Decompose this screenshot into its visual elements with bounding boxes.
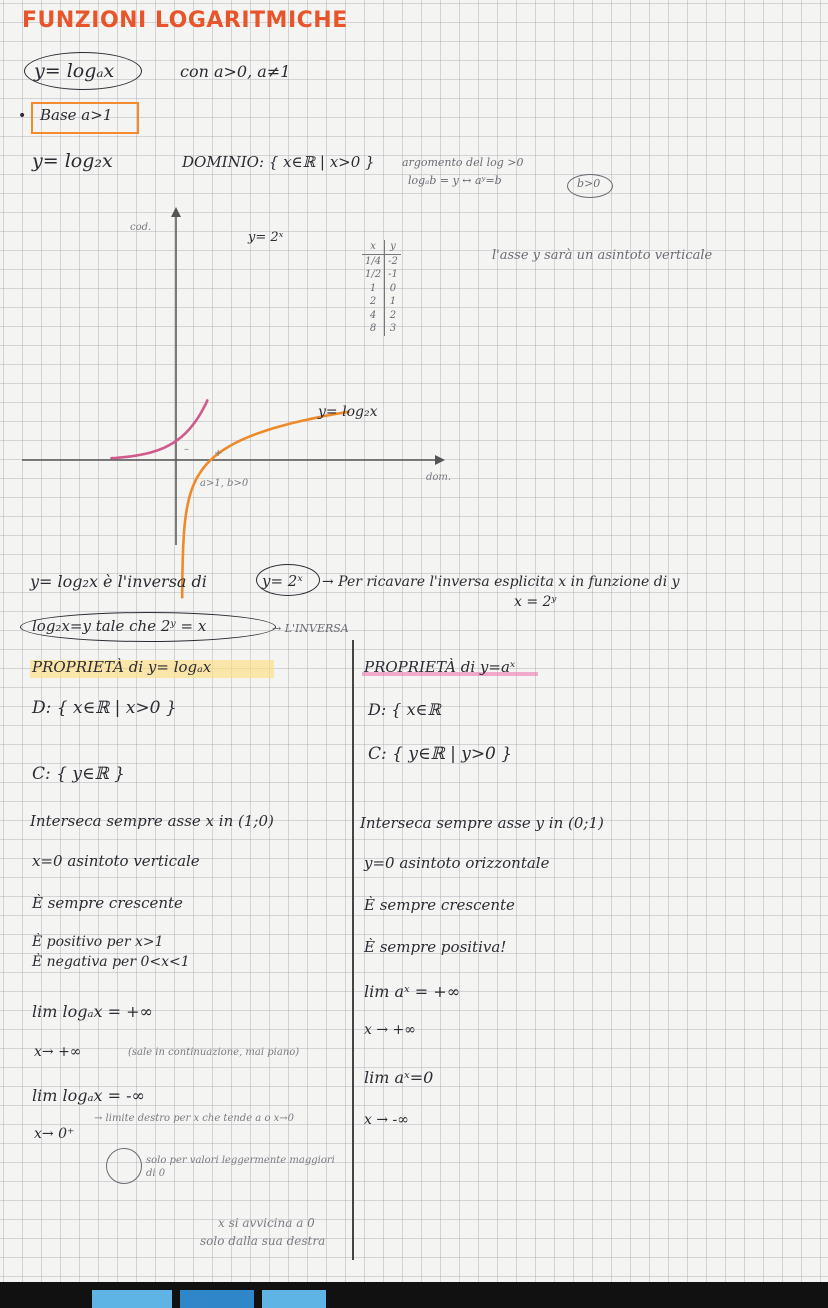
exp-props-codomain: C: { y∈ℝ | y>0 } bbox=[368, 744, 513, 764]
log-props-codomain: C: { y∈ℝ } bbox=[32, 764, 125, 784]
inverse-line-2: log₂x=y tale che 2ʸ = x bbox=[32, 617, 207, 635]
log-item: È sempre crescente bbox=[32, 894, 183, 912]
exp-item: È sempre crescente bbox=[364, 896, 515, 914]
function-graph bbox=[0, 0, 828, 600]
exp-item: y=0 asintoto orizzontale bbox=[364, 854, 550, 872]
exp-item: lim aˣ = +∞ bbox=[364, 982, 461, 1001]
zero-plus-circle bbox=[106, 1148, 142, 1184]
tape-right bbox=[262, 1290, 326, 1308]
exp-item: x → -∞ bbox=[364, 1112, 409, 1128]
domain-note-3: b>0 bbox=[577, 177, 601, 190]
x-axis-label: dom. bbox=[426, 472, 452, 483]
log-item: solo dalla sua destra bbox=[200, 1234, 326, 1248]
y-axis-arrow bbox=[171, 207, 181, 217]
exp-curve bbox=[111, 400, 207, 458]
asymptote-note: l'asse y sarà un asintoto verticale bbox=[492, 248, 713, 263]
values-table: x y 1/4 -2 1/2 -1 1 0 2 1 4 2 8 3 bbox=[362, 240, 401, 336]
log-item: lim logₐx = +∞ bbox=[32, 1002, 153, 1021]
tape-left bbox=[92, 1290, 172, 1308]
inverse-circled: y= 2ˣ bbox=[262, 572, 303, 590]
example-function: y= log₂x bbox=[32, 150, 113, 172]
log-item: Interseca sempre asse x in (1;0) bbox=[30, 812, 274, 830]
log-props-title: PROPRIETÀ di y= logₐx bbox=[32, 658, 212, 676]
table-row: 8 3 bbox=[362, 322, 401, 336]
log-item: x→ 0⁺ bbox=[34, 1126, 75, 1142]
condition-label: a>1, b>0 bbox=[200, 478, 249, 489]
table-row: 1/2 -1 bbox=[362, 268, 401, 282]
inverse-arrow-note: → Per ricavare l'inversa esplicita x in funzione di y bbox=[322, 574, 680, 590]
log-item: → limite destro per x che tende a o x→0 bbox=[94, 1113, 295, 1124]
exp-props-domain: D: { x∈ℝ bbox=[368, 700, 441, 719]
inverse-line-1: y= log₂x è l'inversa di bbox=[30, 572, 207, 591]
log-item: È negativa per 0<x<1 bbox=[32, 954, 190, 970]
minus-sign: – bbox=[184, 444, 189, 455]
example-domain: DOMINIO: { x∈ℝ | x>0 } bbox=[182, 153, 375, 171]
exp-item: È sempre positiva! bbox=[364, 938, 507, 956]
log-item: x si avvicina a 0 bbox=[218, 1216, 315, 1230]
table-row: 2 1 bbox=[362, 295, 401, 309]
log-props-domain: D: { x∈ℝ | x>0 } bbox=[32, 698, 177, 718]
exp-item: Interseca sempre asse y in (0;1) bbox=[360, 814, 604, 832]
exp-item: x → +∞ bbox=[364, 1022, 416, 1038]
bullet: • bbox=[18, 108, 27, 124]
log-item: (sale in continuazione, mai piano) bbox=[128, 1047, 300, 1058]
exp-label: y= 2ˣ bbox=[248, 230, 284, 245]
base-label: Base a>1 bbox=[40, 106, 113, 124]
plus-sign: + bbox=[214, 448, 223, 459]
log-label: y= log₂x bbox=[318, 404, 378, 420]
definition-condition: con a>0, a≠1 bbox=[180, 62, 291, 81]
exp-props-title: PROPRIETÀ di y=aˣ bbox=[364, 658, 516, 676]
log-item: solo per valori leggermente maggiori di 0 bbox=[146, 1155, 335, 1179]
inverse-result: x = 2ʸ bbox=[514, 594, 557, 610]
exp-item: lim aˣ=0 bbox=[364, 1068, 434, 1087]
definition-formula: y= logₐx bbox=[34, 60, 115, 82]
table-row: 1 0 bbox=[362, 282, 401, 296]
x-axis-arrow bbox=[435, 455, 445, 465]
column-divider bbox=[352, 640, 354, 1260]
inverse-line-2-note: → L'INVERSA bbox=[272, 622, 349, 635]
log-item: x=0 asintoto verticale bbox=[32, 852, 200, 870]
log-item: x→ +∞ bbox=[34, 1044, 82, 1060]
log-item: È positivo per x>1 bbox=[32, 934, 164, 950]
table-row: 1/4 -2 bbox=[362, 254, 401, 268]
domain-note-2: logₐb = y ↔ aʸ=b bbox=[408, 174, 502, 187]
table-row: 4 2 bbox=[362, 309, 401, 323]
domain-note-1: argomento del log >0 bbox=[402, 156, 524, 169]
tape-center bbox=[180, 1290, 254, 1308]
y-axis-label: cod. bbox=[130, 222, 152, 233]
page-title: FUNZIONI LOGARITMICHE bbox=[22, 8, 348, 33]
log-item: lim logₐx = -∞ bbox=[32, 1086, 145, 1105]
